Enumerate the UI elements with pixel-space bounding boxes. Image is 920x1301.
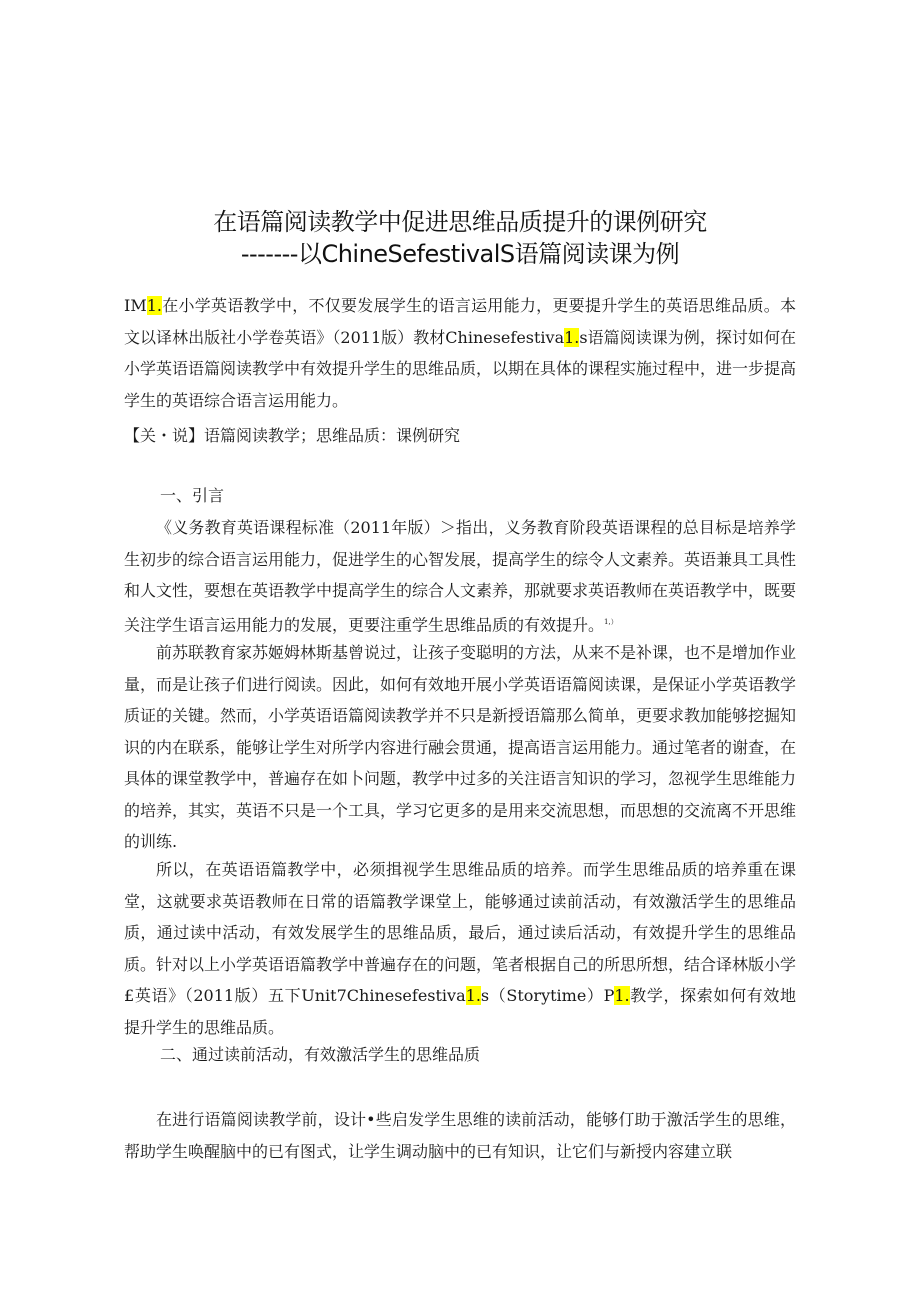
intro-paragraph-1-text: 《义务教育英语课程标准（2011年版）＞指出，义务教育阶段英语课程的总目标是培养学生初步的综合语言运用能力，促进学生的心智发展，提高学生的综令人文素养。英语兼具工具性和人文性，要想在英语教学中提高学生的综合人文素养，那就要求英语教师在英语教学中，既要关注学生语言运用能力的发展，更要注重学生思维品质的有效提升。	[124, 518, 797, 634]
intro-paragraph-3	[124, 854, 796, 1043]
highlight-mark: 1.	[465, 986, 481, 1005]
section-heading-intro: 一、引言	[160, 486, 225, 505]
highlight-mark: 1.	[146, 296, 162, 315]
highlight-mark: 1.	[564, 327, 580, 347]
abstract-label: IM	[124, 296, 147, 315]
keywords: 【关・说】语篇阅读教学；思维品质：课例研究	[124, 426, 461, 445]
title-main: 在语篇阅读教学中促进思维品质提升的课例研究	[213, 208, 707, 236]
intro-paragraph-3-text: 所以，在英语语篇教学中，必须揖视学生思维品质的培养。而学生思维品质的培养重在课堂，这就要求英语教师在日常的语篇教学课堂上，能够通过读前活动，有效激活学生的思维品质，通过读中活动，有效发展学生的思维品质，最后，通过读后活动，有效提升学生的思维品质。针对以上小学英语语篇教学中普遍存在的问题，笔者根据自己的所思所想，结合译林版小学£英语》（2011版）五下Unit7Chinesefestiva	[124, 860, 797, 1005]
intro-paragraph-1	[124, 512, 796, 640]
intro-paragraph-3-text-end: 教学，探索如何有效地提升学生的思维品质。	[124, 986, 796, 1037]
citation-mark: 1,）	[604, 617, 618, 626]
abstract-text: 在小学英语教学中，不仅要发展学生的语言运用能力，更要提升学生的英语思维品质。本文以译林出版社小学卷英语》（2011版）教材Chinesefestiva	[124, 296, 796, 347]
intro-paragraph-2: 前苏联教育家苏姬姆林斯基曾说过，让孩子变聪明的方法，从来不是补课，也不是增加作业量，而是让孩子们进行阅读。因此，如何有效地开展小学英语语篇阅读课，是保证小学英语教学质证的关键。然而，小学英语语篇阅读教学并不只是新授语篇那么简单，更要求教加能够挖掘知识的内在联系，能够让学生对所学内容进行融会贯通，提高语言运用能力。通过笔者的谢查，在具体的课堂教学中，普遍存在如卜问题，教学中过多的关注语言知识的学习，忽视学生思维能力的培养，其实，英语不只是一个工具，学习它更多的是用来交流思想，而思想的交流离不开思维的训练.	[124, 643, 797, 851]
prereading-paragraph-1: 在进行语篇阅读教学前，设计•些启发学生思维的读前活动，能够仃助于激活学生的思维，帮助学生唤醒脑中的已有图式，让学生调动脑中的已有知识，让它们与新授内容建立联	[124, 1110, 796, 1161]
intro-paragraph-3-text-cont: s（Storytime）P	[480, 986, 615, 1005]
abstract-paragraph	[124, 290, 796, 416]
highlight-mark: 1.	[614, 986, 630, 1005]
abstract-text-cont: s语篇阅读课为例，探讨如何在小学英语语篇阅读教学中有效提升学生的思维品质，以期在具体的课程实施过程中，进一步提高学生的英语综合语言运用能力。	[124, 327, 797, 410]
title-subtitle: -------以ChineSefestivalS语篇阅读课为例	[240, 240, 680, 268]
section-heading-prereading: 二、通过读前活动，有效激活学生的思维品质	[160, 1045, 481, 1064]
